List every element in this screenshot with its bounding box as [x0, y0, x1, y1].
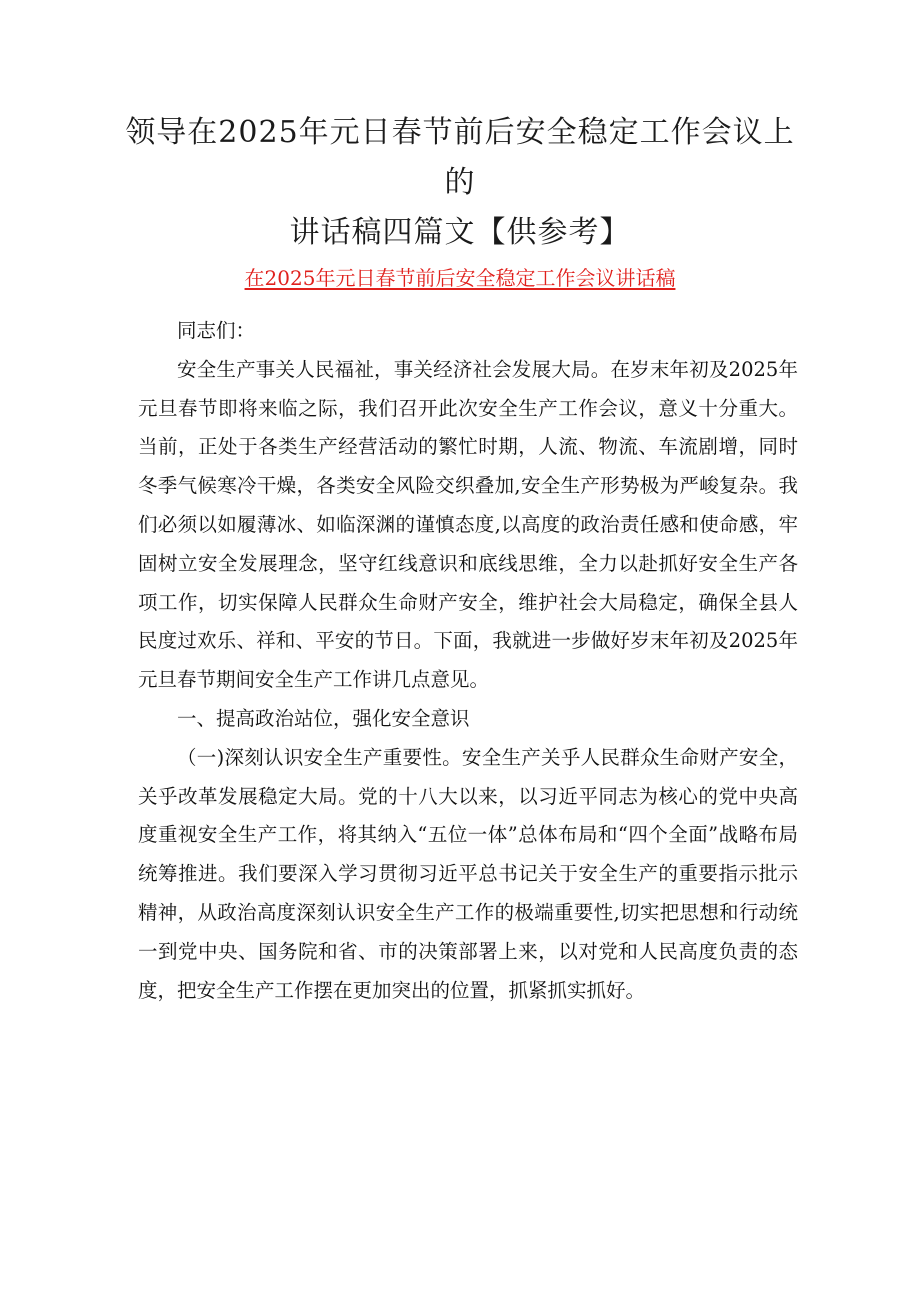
document-title-line-2: 讲话稿四篇文【供参考】 — [289, 215, 631, 250]
document-body — [138, 312, 798, 1010]
salutation-paragraph: 同志们： — [177, 319, 256, 342]
subsection-one-paragraph: （一)深刻认识安全生产重要性。安全生产关乎人民群众生命财产安全，关乎改革发展稳定大局。党的十八大以来，以习近平同志为核心的党中央高度重视安全生产工作，将其纳入“五位一体”总体布局和“四个全面”战略布局统筹推进。我们要深入学习贯彻习近平总书记关于安全生产的重要指示批示精神，从政治高度深刻认识安全生产工作的极端重要性,切实把思想和行动统一到党中央、国务院和省、市的决策部署上来，以对党和人民高度负责的态度，把安全生产工作摆在更加突出的位置，抓紧抓实抓好。 — [138, 745, 798, 1002]
document-title-line-1: 领导在2025年元日春节前后安全稳定工作会议上的 — [125, 115, 795, 200]
document-title — [120, 108, 800, 258]
section-one-heading: 一、提高政治站位，强化安全意识 — [177, 706, 470, 730]
section-heading-link[interactable]: 在2025年元日春节前后安全稳定工作会议讲话稿 — [244, 266, 676, 290]
intro-paragraph: 安全生产事关人民福祉，事关经济社会发展大局。在岁末年初及2025年元旦春节即将来临之际，我们召开此次安全生产工作会议，意义十分重大。当前，正处于各类生产经营活动的繁忙时期，人流、物流、车流剧增，同时冬季气候寒冷干燥，各类安全风险交织叠加,安全生产形势极为严峻复杂。我们必须以如履薄冰、如临深渊的谨慎态度,以高度的政治责任感和使命感，牢固树立安全发展理念，坚守红线意识和底线思维，全力以赴抓好安全生产各项工作，切实保障人民群众生命财产安全，维护社会大局稳定，确保全县人民度过欢乐、祥和、平安的节日。下面，我就进一步做好岁末年初及2025年元旦春节期间安全生产工作讲几点意见。 — [138, 357, 798, 692]
